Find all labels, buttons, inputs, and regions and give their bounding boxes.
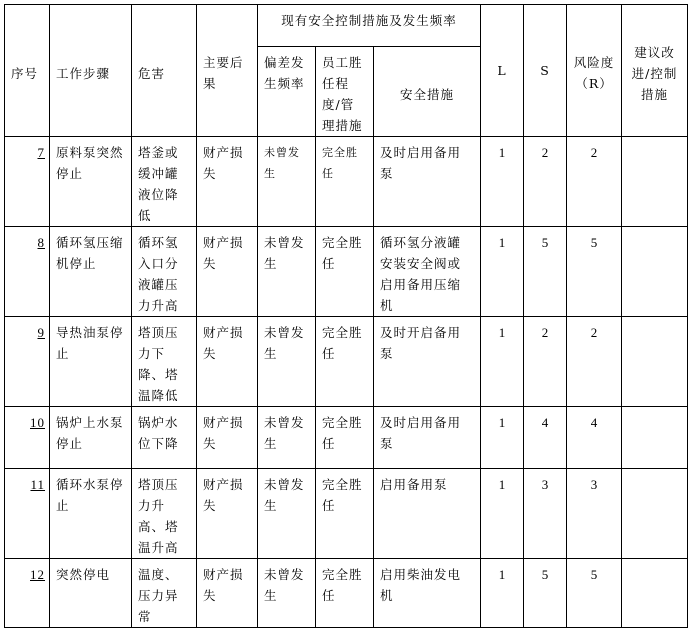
header-step: 工作步骤: [50, 5, 132, 137]
row-index: 8: [5, 227, 50, 317]
row-s: 5: [524, 559, 567, 628]
table-row: [5, 137, 688, 227]
table-row: [5, 469, 688, 559]
row-r: 5: [567, 227, 622, 317]
risk-table: [4, 4, 688, 628]
row-s: 5: [524, 227, 567, 317]
row-measure: 循环氢分液罐安装安全阀或启用备用压缩机: [374, 227, 481, 317]
row-advice: [622, 469, 688, 559]
row-hazard: 温度、压力异常: [132, 559, 197, 628]
row-step: 原料泵突然停止: [50, 137, 132, 227]
row-hazard: 锅炉水位下降: [132, 407, 197, 469]
row-consequence: 财产损失: [197, 407, 258, 469]
row-l: 1: [481, 469, 524, 559]
row-step: 突然停电: [50, 559, 132, 628]
header-l: L: [481, 5, 524, 137]
table-row: [5, 227, 688, 317]
row-consequence: 财产损失: [197, 227, 258, 317]
row-l: 1: [481, 559, 524, 628]
row-measure: 启用备用泵: [374, 469, 481, 559]
row-freq: 未曾发生: [258, 469, 316, 559]
row-hazard: 塔顶压力升高、塔温升高: [132, 469, 197, 559]
header-hazard: 危害: [132, 5, 197, 137]
row-staff: 完全胜任: [316, 227, 374, 317]
row-s: 3: [524, 469, 567, 559]
row-r: 2: [567, 137, 622, 227]
header-s: S: [524, 5, 567, 137]
table-row: [5, 317, 688, 407]
row-advice: [622, 137, 688, 227]
row-consequence: 财产损失: [197, 559, 258, 628]
row-measure: 及时启用备用泵: [374, 407, 481, 469]
header-advice: 建议改进/控制措施: [622, 5, 688, 137]
header-freq: 偏差发生频率: [258, 47, 316, 137]
header-measure: 安全措施: [374, 47, 481, 137]
row-staff: 完全胜任: [316, 407, 374, 469]
row-consequence: 财产损失: [197, 137, 258, 227]
row-step: 循环水泵停止: [50, 469, 132, 559]
row-advice: [622, 317, 688, 407]
row-measure: 及时启用备用泵: [374, 137, 481, 227]
row-measure: 及时开启备用泵: [374, 317, 481, 407]
header-staff: 员工胜任程度/管理措施: [316, 47, 374, 137]
row-staff: 完全胜任: [316, 469, 374, 559]
row-staff: 完全胜任: [316, 137, 374, 227]
row-s: 2: [524, 137, 567, 227]
risk-assessment-document: [4, 4, 687, 624]
row-s: 2: [524, 317, 567, 407]
row-r: 4: [567, 407, 622, 469]
row-index: 9: [5, 317, 50, 407]
row-advice: [622, 407, 688, 469]
row-hazard: 塔顶压力下降、塔温降低: [132, 317, 197, 407]
row-l: 1: [481, 137, 524, 227]
table-row: [5, 407, 688, 469]
row-hazard: 循环氢入口分液罐压力升高: [132, 227, 197, 317]
row-step: 导热油泵停止: [50, 317, 132, 407]
row-hazard: 塔釜或缓冲罐液位降低: [132, 137, 197, 227]
row-consequence: 财产损失: [197, 469, 258, 559]
header-seq: 序号: [5, 5, 50, 137]
row-index: 7: [5, 137, 50, 227]
row-freq: 未曾发生: [258, 559, 316, 628]
row-index: 10: [5, 407, 50, 469]
row-l: 1: [481, 227, 524, 317]
row-freq: 未曾发生: [258, 407, 316, 469]
row-l: 1: [481, 317, 524, 407]
row-index: 12: [5, 559, 50, 628]
row-advice: [622, 559, 688, 628]
row-s: 4: [524, 407, 567, 469]
header-consequence: 主要后果: [197, 5, 258, 137]
header-risk: 风险度（R）: [567, 5, 622, 137]
row-l: 1: [481, 407, 524, 469]
row-advice: [622, 227, 688, 317]
row-consequence: 财产损失: [197, 317, 258, 407]
row-r: 2: [567, 317, 622, 407]
row-freq: 未曾发生: [258, 227, 316, 317]
row-staff: 完全胜任: [316, 559, 374, 628]
row-step: 锅炉上水泵停止: [50, 407, 132, 469]
row-freq: 未曾发生: [258, 137, 316, 227]
row-index: 11: [5, 469, 50, 559]
row-staff: 完全胜任: [316, 317, 374, 407]
row-r: 5: [567, 559, 622, 628]
row-freq: 未曾发生: [258, 317, 316, 407]
header-control-group: 现有安全控制措施及发生频率: [258, 5, 481, 47]
row-step: 循环氢压缩机停止: [50, 227, 132, 317]
row-measure: 启用柴油发电机: [374, 559, 481, 628]
table-row: [5, 559, 688, 628]
row-r: 3: [567, 469, 622, 559]
